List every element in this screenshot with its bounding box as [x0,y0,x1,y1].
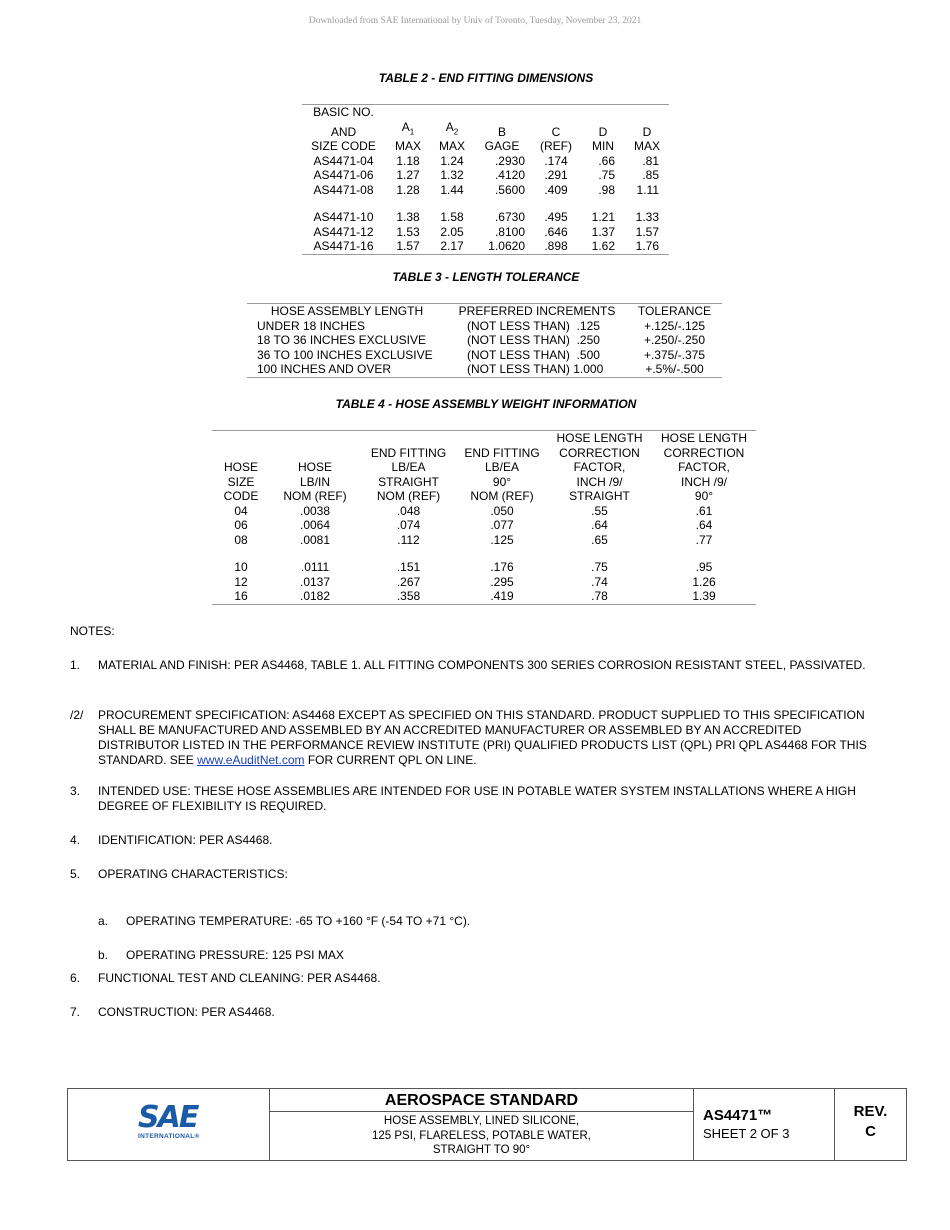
table-cell: 18 TO 36 INCHES EXCLUSIVE [257,333,426,347]
note-number: a. [98,914,109,928]
table-cell: .77 [695,532,713,547]
table-row [212,589,756,604]
table3-header-cell: PREFERRED INCREMENTS [447,304,627,319]
table2-header-cell: C [551,124,561,139]
description-line: STRAIGHT TO 90° [432,1144,531,1156]
table3 [247,303,722,378]
table-cell: (NOT LESS THAN) .250 [467,333,600,347]
eauditnet-link[interactable]: www.eAuditNet.com [197,753,305,767]
note-number: 6. [70,971,81,985]
table-row [247,319,722,334]
table-cell: .61 [695,503,713,518]
table-cell: .98 [598,182,615,197]
table-cell: AS4471-08 [313,182,374,197]
revision-value: C [865,1123,876,1140]
table-cell: 2.17 [431,239,473,254]
document-number-cell [694,1089,835,1160]
table-cell: .81 [642,153,659,168]
table-cell: 1.33 [635,210,659,225]
table-cell: .64 [695,518,713,532]
table2-header-cell: SIZE CODE [311,139,376,154]
table-cell: +.5%/-.500 [627,362,722,377]
table-cell: .95 [695,560,713,574]
note-number: 3. [70,784,81,798]
table-cell: .358 [360,589,457,604]
note-3 [70,784,870,814]
table-cell: 2.05 [440,224,464,239]
table2-header-cell: GAGE [484,139,520,154]
table-cell: 12 [234,574,248,589]
table2-header-row [302,105,669,120]
note-text: FOR CURRENT QPL ON LINE. [304,753,477,767]
table4-header-cell: LB/IN [299,474,330,489]
table-cell: .0182 [270,589,360,604]
table4-header-cell: HOSE [223,460,258,474]
document-number: AS4471™ [703,1107,773,1124]
sae-logo-text: SAE [138,1100,198,1135]
table-cell: .295 [490,574,514,589]
table4-header-cell: END FITTING [370,445,447,460]
note-1 [70,658,870,673]
table-cell: .898 [531,239,581,254]
table-row [302,183,669,198]
standard-description [270,1114,693,1158]
table-cell: AS4471-16 [302,239,385,254]
table2-header-cell: MAX [394,139,421,154]
table4-header-cell: LB/EA [391,460,426,474]
note-5 [70,867,870,882]
table2-header-cell: $A_1$ [401,119,415,136]
table-cell: .050 [490,503,514,518]
note-4 [70,833,870,848]
table-cell: 08 [234,532,248,547]
table-cell: 36 TO 100 INCHES EXCLUSIVE [257,347,433,362]
table4-header-cell: NOM (REF) [283,489,347,503]
table4-header-cell: NOM (REF) [376,489,441,503]
logo-cell [68,1089,270,1160]
table-cell: .75 [598,168,615,183]
table-row [302,239,669,254]
table-cell: .66 [598,153,615,168]
table-cell: .8100 [494,224,525,239]
table-cell: 1.38 [396,210,420,225]
table-cell: (NOT LESS THAN) .125 [467,318,600,333]
description-line: HOSE ASSEMBLY, LINED SILICONE, [383,1115,580,1127]
table-cell: .0038 [299,503,331,518]
table4-header-cell: 90° [492,474,512,489]
sae-logo-subtext: INTERNATIONAL® [138,1133,200,1140]
table-cell: +.125/-.125 [643,318,706,333]
note-text: CONSTRUCTION: PER AS4468. [98,1005,275,1019]
table-cell: AS4471-12 [313,224,374,239]
table-row [247,333,722,348]
table2-header-cell: D [642,124,652,139]
table-cell: 100 INCHES AND OVER [247,362,447,377]
table-cell: .74 [591,574,608,589]
note-text: OPERATING TEMPERATURE: -65 TO +160 °F (-54 TO +71 °C). [126,914,471,928]
sheet-number: SHEET 2 OF 3 [703,1126,790,1141]
table2 [302,104,669,255]
table4-header-cell: STRAIGHT [569,489,630,503]
table-cell: .419 [457,589,547,604]
note-number: /2/ [70,708,84,722]
table-cell: 1.37 [591,224,615,239]
table-cell: .0064 [299,518,331,532]
table4-header-cell: INCH /9/ [680,474,727,489]
standard-heading: AEROSPACE STANDARD [270,1089,693,1112]
table4-header-cell: NOM (REF) [470,489,534,503]
table4-header-cell: FACTOR, [678,460,730,474]
notes-heading: NOTES: [70,624,115,638]
table-cell: AS4471-06 [313,168,374,183]
table2-header-cell: AND [330,124,357,139]
table-cell: 10 [234,560,248,574]
table-row [247,362,722,377]
table4-header-row [212,446,756,461]
table-cell: .2930 [494,153,525,168]
table-row [302,154,669,169]
table-cell: .495 [544,210,568,225]
revision-label: REV. [853,1103,888,1120]
note-number: b. [98,948,109,962]
table4-header-cell: INCH /9/ [576,474,623,489]
table-row [302,210,669,225]
table-cell: (NOT LESS THAN) .500 [467,347,600,362]
table-cell: .125 [490,532,514,547]
table4-header-cell: SIZE [227,474,255,489]
table-cell: 06 [234,518,248,532]
description-cell [270,1089,694,1160]
table-cell: .5600 [494,182,525,197]
table-row [302,168,669,183]
table-cell: 1.53 [396,224,420,239]
table4-header-cell: LB/EA [484,460,520,474]
table3-header-cell: HOSE ASSEMBLY LENGTH [247,304,447,319]
table-cell: 1.57 [635,224,659,239]
table-cell: 16 [212,589,270,604]
note-number: 7. [70,1005,81,1019]
note-6 [70,971,870,986]
table2-header-cell: MAX [633,139,660,154]
table-cell: .077 [490,518,514,532]
table-cell: +.375/-.375 [643,347,706,362]
table2-header-cell: BASIC NO. [302,105,385,120]
table-row [212,518,756,533]
table2-header-row [302,139,669,154]
note-text: OPERATING CHARACTERISTICS: [98,867,288,881]
table2-header-cell: $A_2$ [445,119,459,136]
title-block [67,1088,907,1161]
table-cell: .409 [544,182,568,197]
table2-header-cell: MAX [438,139,465,154]
table-cell: .267 [396,574,421,589]
table-cell: (NOT LESS THAN) 1.000 [447,362,627,377]
table3-header-cell: TOLERANCE [627,304,722,319]
table-cell: .0081 [299,532,331,547]
table-cell: .646 [544,224,568,239]
table-cell: .176 [490,560,514,574]
table4-header-row [212,489,756,504]
table-cell: .074 [396,518,421,532]
note-number: 1. [70,658,81,672]
table-cell: 1.28 [396,182,420,197]
table4-header-cell: HOSE [297,460,332,474]
table4-header-cell: 90° [694,489,714,503]
table-cell: .65 [591,532,608,547]
table-cell: 1.32 [440,168,464,183]
table4-header-cell: HOSE LENGTH [547,431,652,446]
table4-header-cell: FACTOR, [573,460,626,474]
table-cell: 1.24 [440,153,464,168]
table-cell: .64 [591,518,608,532]
table-cell: .55 [591,503,608,518]
table-row [212,533,756,548]
table-cell: +.250/-.250 [643,333,706,347]
note-text: OPERATING PRESSURE: 125 PSI MAX [126,948,344,962]
download-notice: Downloaded from SAE International by Univ of Toronto, Tuesday, November 23, 2021 [308,16,642,26]
note-7 [70,1005,870,1020]
table-row [302,225,669,240]
table-cell: .112 [397,532,420,547]
table-cell: .6730 [494,210,525,225]
note-text: PROCUREMENT SPECIFICATION: AS4468 EXCEPT AS SPECIFIED ON THIS STANDARD. PRODUCT SUPPLIED TO THIS SPECIFICATION SHALL BE MANUFACTURED AND ASSEMBLED BY AN ACCREDITED MANUFACTURER OR ASSEMBLED BY AN ACCREDITED DISTRIBUTOR LISTED IN THE PERFORMANCE REVIEW INSTITUTE (PRI) QUALIFIED PRODUCTS LIST (QPL) PRI QPL AS4468 FOR THIS STANDARD. SEE [98,708,867,767]
table3-header-row [247,304,722,319]
table-cell: 1.18 [396,153,420,168]
table-row [212,575,756,590]
table2-header-cell: MIN [592,139,614,154]
table-row [212,504,756,519]
table-cell: 1.0620 [473,239,531,254]
table-cell: 1.21 [591,210,615,225]
table4-header-cell: HOSE LENGTH [652,431,756,446]
table-cell: 1.11 [636,182,659,197]
note-2 [70,708,870,768]
table-cell: .174 [544,153,568,168]
table-cell: .151 [396,560,421,574]
table-cell: 1.39 [652,589,756,604]
sae-logo [138,1100,202,1140]
note-text: MATERIAL AND FINISH: PER AS4468, TABLE 1. ALL FITTING COMPONENTS 300 SERIES CORROSION RESISTANT STEEL, PASSIVATED. [98,658,866,672]
table-row [212,560,756,575]
table3-title: TABLE 3 - LENGTH TOLERANCE [392,270,580,284]
table-cell: .85 [642,168,659,183]
table-cell: .4120 [494,168,525,183]
table4-header-cell: END FITTING [464,445,540,460]
table-cell: 1.76 [625,239,669,254]
note-5b [70,936,870,975]
note-number: 5. [70,867,81,881]
table-cell: .75 [591,560,608,574]
table4-header-cell: STRAIGHT [378,474,439,489]
note-text: INTENDED USE: THESE HOSE ASSEMBLIES ARE INTENDED FOR USE IN POTABLE WATER SYSTEM INSTALLATIONS WHERE A HIGH DEGREE OF FLEXIBILITY IS REQUIRED. [98,784,856,813]
table4-header-cell: CODE [223,489,259,503]
table-cell: .048 [396,503,421,518]
table-cell: UNDER 18 INCHES [257,318,366,333]
table-cell: .0137 [299,574,331,589]
table-cell: .291 [544,168,568,183]
note-number: 4. [70,833,81,847]
table2-header-cell: B [497,124,506,139]
table-cell: AS4471-10 [313,210,374,225]
table-cell: .78 [547,589,652,604]
table-cell: .0111 [300,560,330,574]
table4-header-row [212,431,756,446]
table4-header-row [212,475,756,490]
table2-header-row [302,120,669,140]
table-cell: 1.57 [385,239,431,254]
table4-header-row [212,460,756,475]
table-row [247,348,722,363]
table-cell: 1.27 [396,168,420,183]
table-cell: 04 [234,503,248,518]
note-text: IDENTIFICATION: PER AS4468. [98,833,273,847]
table2-header-cell: D [598,124,608,139]
table-cell: 1.26 [692,574,716,589]
table4-header-cell: CORRECTION [559,445,640,460]
table-cell: 1.44 [440,182,464,197]
table4 [212,430,756,605]
table-cell: 1.62 [581,239,625,254]
table2-header-cell: (REF) [540,139,572,154]
table4-header-cell: CORRECTION [663,445,745,460]
table4-title: TABLE 4 - HOSE ASSEMBLY WEIGHT INFORMATION [335,397,637,411]
note-text: FUNCTIONAL TEST AND CLEANING: PER AS4468. [98,971,381,985]
revision-cell [835,1089,906,1160]
description-line: 125 PSI, FLARELESS, POTABLE WATER, [372,1129,591,1142]
table-cell: AS4471-04 [313,153,374,168]
table2-title: TABLE 2 - END FITTING DIMENSIONS [378,71,594,85]
table-cell: 1.58 [440,210,464,225]
